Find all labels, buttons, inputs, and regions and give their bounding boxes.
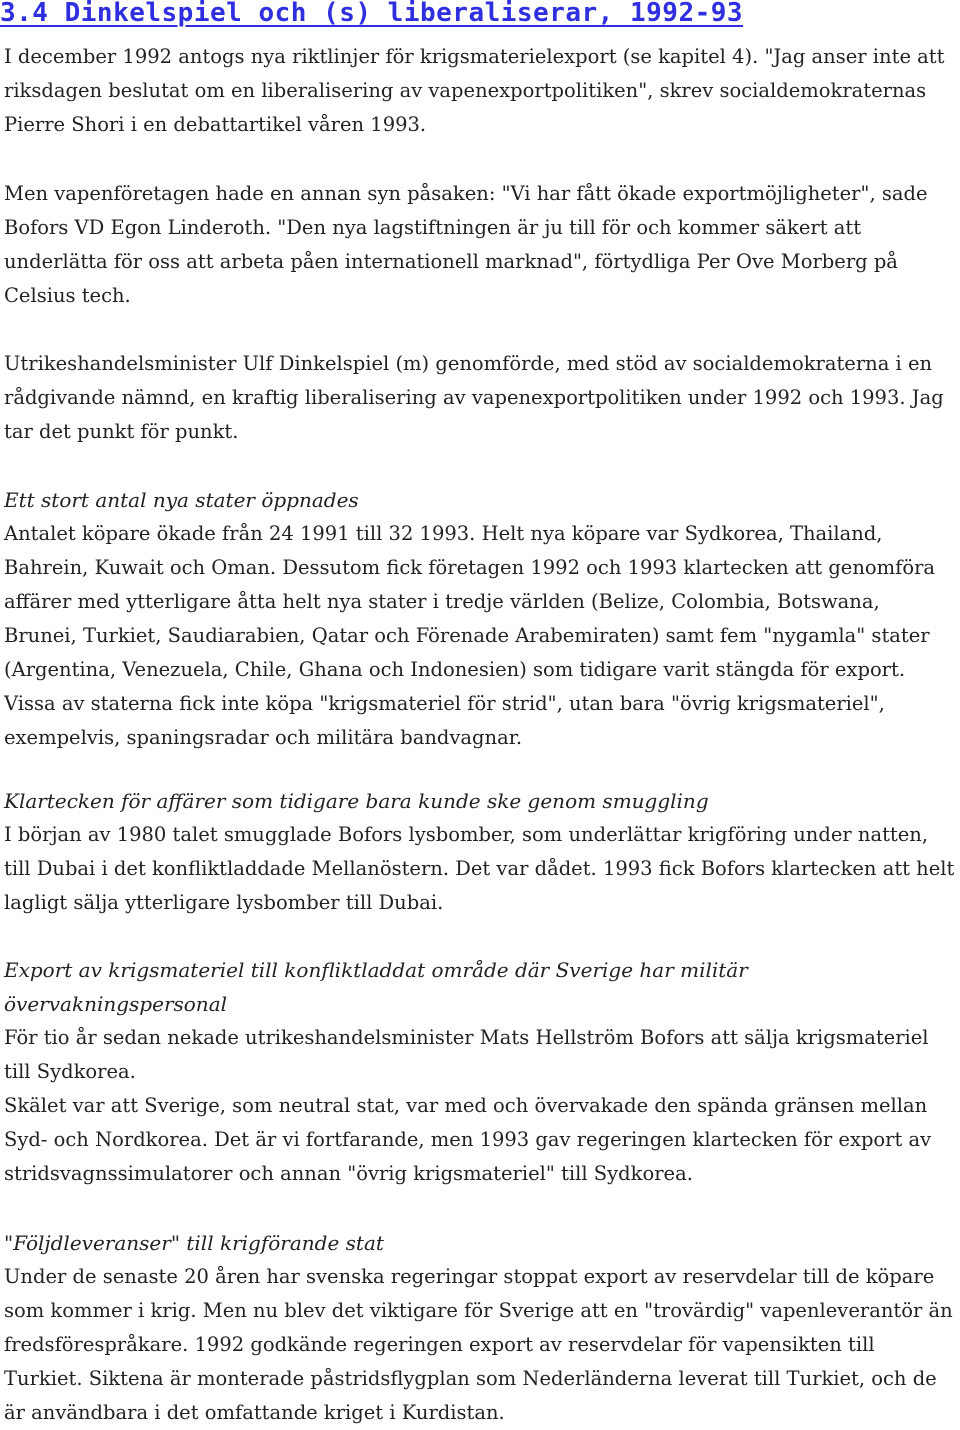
section-follow-up — [4, 1226, 956, 1430]
section-new-states — [4, 483, 956, 755]
paragraph-2: Men vapenföretagen hade en annan syn påsaken: "Vi har fått ökade exportmöjligheter", sade Bofors VD Egon Linderoth. "Den nya lagstiftningen är ju till för och kommer säkert att underlätta för oss att arbeta påen internationell marknad", förtydliga Per Ove Morberg på Celsius tech. — [4, 182, 928, 307]
quote-paragraph — [4, 177, 956, 313]
intro-paragraph — [4, 40, 956, 142]
paragraph-1: I december 1992 antogs nya riktlinjer för krigsmaterielexport (se kapitel 4). "Jag anser inte att riksdagen beslutat om en liberalisering av vapenexportpolitiken", skrev socialdemokraternas Pierre Shori i en debattartikel våren 1993. — [4, 45, 945, 136]
section-text-follow-up: Under de senaste 20 åren har svenska regeringar stoppat export av reservdelar till de köpare som kommer i krig. Men nu blev det viktigare för Sverige att en "trovärdig" vapenleverantör än fredsförespråkare. 1992 godkände regeringen export av reservdelar för vapensikten till Turkiet. Siktena är monterade påstridsflygplan som Nederländerna leverat till Turkiet, och de är användbara i det omfattande kriget i Kurdistan. — [4, 1265, 953, 1424]
section-heading-korea: Export av krigsmateriel till konfliktladdat område där Sverige har militär övervakningspersonal — [4, 958, 748, 1016]
section-heading-follow-up: "Följdleveranser" till krigförande stat — [4, 1231, 384, 1255]
section-text-korea-1: För tio år sedan nekade utrikeshandelsminister Mats Hellström Bofors att sälja krigsmateriel till Sydkorea. — [4, 1026, 929, 1083]
section-smuggling — [4, 784, 956, 920]
section-text-new-states: Antalet köpare ökade från 24 1991 till 32 1993. Helt nya köpare var Sydkorea, Thailand, Bahrein, Kuwait och Oman. Dessutom fick företagen 1992 och 1993 klartecken att genomföra affärer med ytterligare åtta helt nya stater i tredje världen (Belize, Colombia, Botswana, Brunei, Turkiet, Saudiarabien, Qatar och Förenade Arabemiraten) samt fem "nygamla" stater (Argentina, Venezuela, Chile, Ghana och Indonesien) som tidigare varit stängda för export. Vissa av staterna fick inte köpa "krigsmateriel för strid", utan bara "övrig krigsmateriel", exempelvis, spaningsradar och militära bandvagnar. — [4, 522, 936, 749]
paragraph-3: Utrikeshandelsminister Ulf Dinkelspiel (m) genomförde, med stöd av socialdemokraterna i en rådgivande nämnd, en kraftig liberalisering av vapenexportpolitiken under 1992 och 1993. Jag tar det punkt för punkt. — [4, 352, 944, 443]
minister-paragraph — [4, 347, 956, 449]
section-title: 3.4 Dinkelspiel och (s) liberaliserar, 1992-93 — [0, 0, 744, 28]
section-heading-smuggling: Klartecken för affärer som tidigare bara kunde ske genom smuggling — [4, 789, 709, 813]
section-text-smuggling: I början av 1980 talet smugglade Bofors lysbomber, som underlättar krigföring under natten, till Dubai i det konfliktladdade Mellanöstern. Det var dådet. 1993 fick Bofors klartecken att helt lagligt sälja ytterligare lysbomber till Dubai. — [4, 823, 955, 914]
section-text-korea-2: Skälet var att Sverige, som neutral stat, var med och övervakade den spända gränsen mellan Syd- och Nordkorea. Det är vi fortfarande, men 1993 gav regeringen klartecken för export av stridsvagnssimulatorer och annan "övrig krigsmateriel" till Sydkorea. — [4, 1094, 932, 1185]
section-heading-new-states: Ett stort antal nya stater öppnades — [4, 488, 359, 512]
section-korea — [4, 953, 956, 1191]
